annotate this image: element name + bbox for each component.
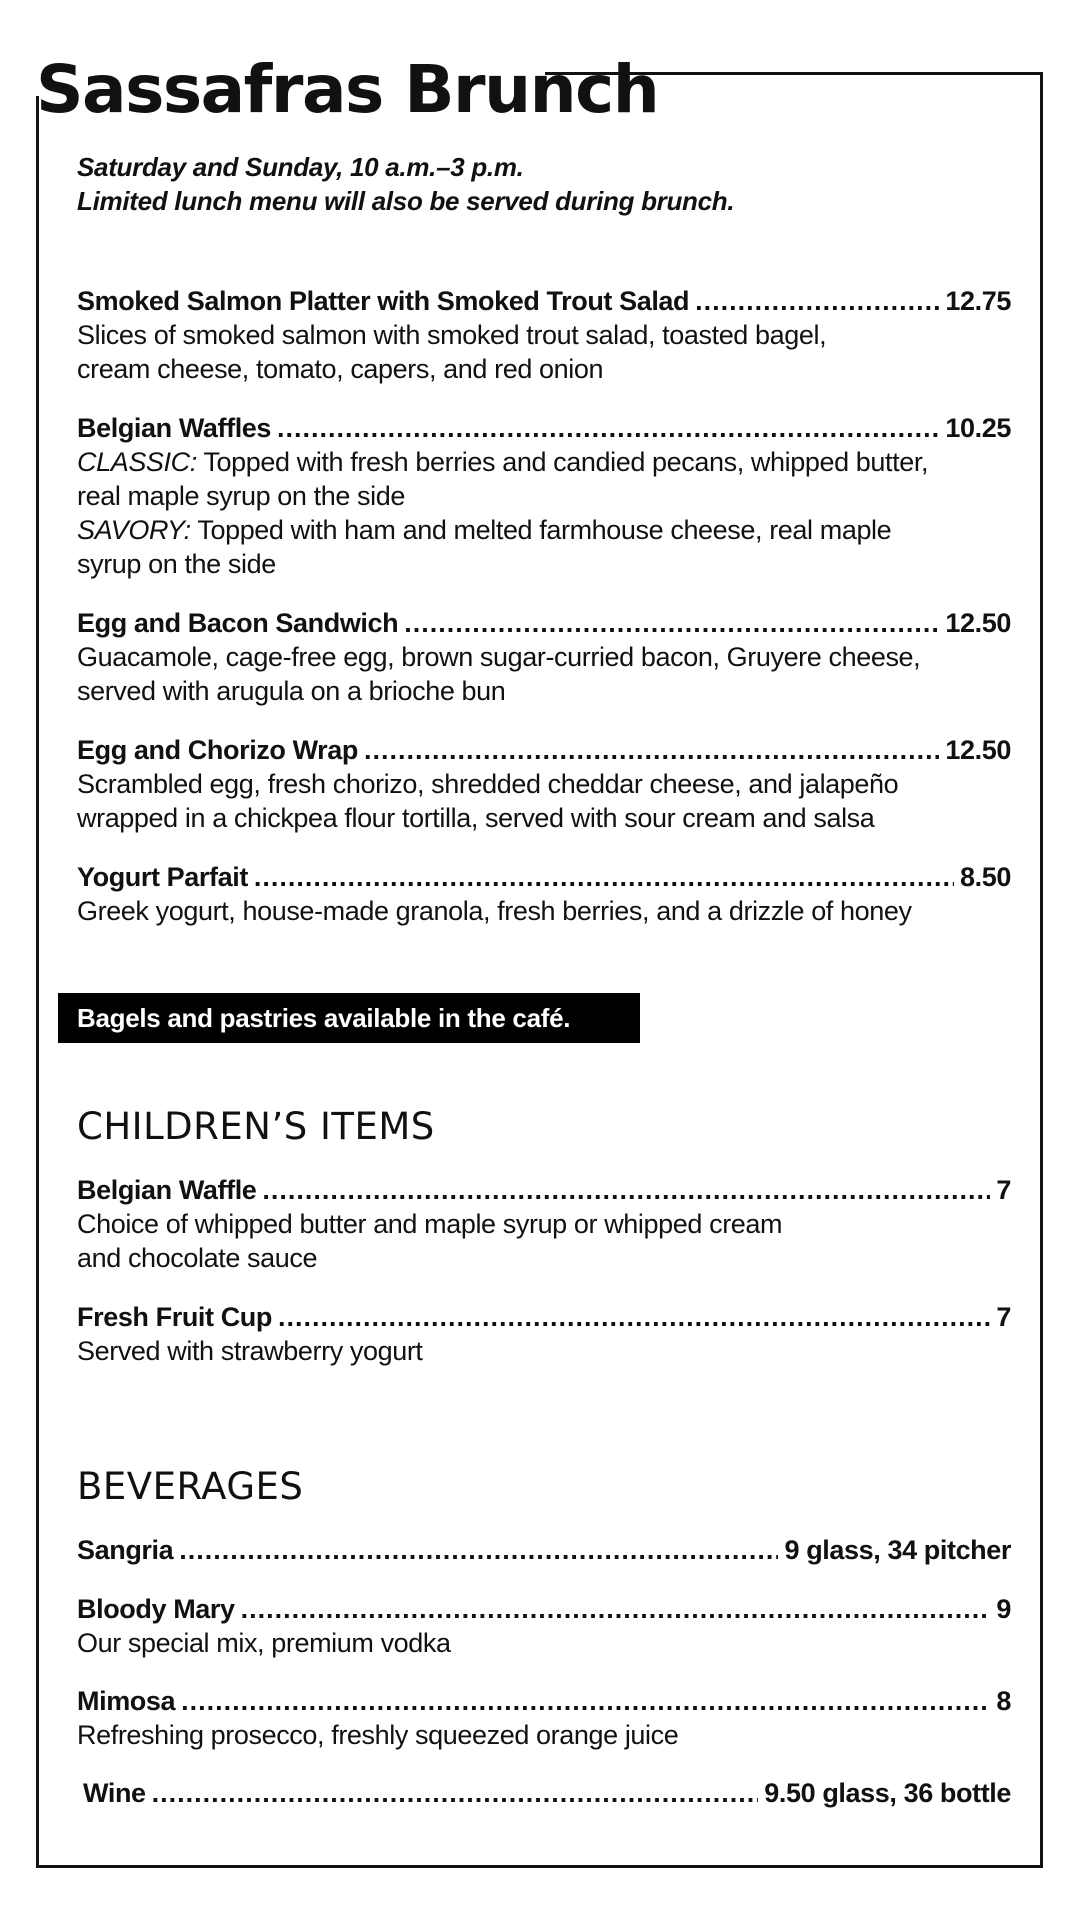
item-price: 12.50 [945,608,1011,638]
menu-item-egg-chorizo-wrap [77,733,1011,835]
cafe-banner: Bagels and pastries available in the café. [58,993,640,1043]
item-description: syrup on the side [77,549,276,579]
item-price: 9 glass, 34 pitcher [784,1535,1011,1565]
menu-item-wine [83,1776,1011,1810]
item-name: Egg and Bacon Sandwich [77,608,399,638]
item-description: Refreshing prosecco, freshly squeezed orange juice [77,1720,679,1750]
item-description: Our special mix, premium vodka [77,1628,451,1658]
item-description: Choice of whipped butter and maple syrup or whipped cream [77,1209,783,1239]
item-price: 9 [996,1594,1011,1624]
menu-item-belgian-waffles [77,411,1011,581]
menu-item-fresh-fruit-cup [77,1300,1011,1368]
item-price: 8 [996,1686,1011,1716]
item-description-savory: SAVORY: Topped with ham and melted farmhouse cheese, real maple [77,515,892,545]
item-price: 12.75 [945,286,1011,316]
item-name: Wine [83,1778,146,1808]
item-description: Guacamole, cage-free egg, brown sugar-curried bacon, Gruyere cheese, [77,642,921,672]
item-name: Sangria [77,1535,174,1565]
item-name: Bloody Mary [77,1594,235,1624]
item-name: Yogurt Parfait [77,862,248,892]
item-description: Scrambled egg, fresh chorizo, shredded cheddar cheese, and jalapeño [77,769,899,799]
menu-note: Limited lunch menu will also be served during brunch. [77,186,735,216]
menu-item-egg-bacon-sandwich [77,606,1011,708]
menu-hours: Saturday and Sunday, 10 a.m.–3 p.m. [77,152,524,182]
menu-item-sangria [77,1533,1011,1567]
item-name: Fresh Fruit Cup [77,1302,272,1332]
item-description: wrapped in a chickpea flour tortilla, served with sour cream and salsa [77,803,875,833]
savory-label: SAVORY: [77,515,191,545]
beverages-heading: BEVERAGES [77,1465,304,1508]
item-price: 12.50 [945,735,1011,765]
item-name: Belgian Waffles [77,413,272,443]
item-description: Greek yogurt, house-made granola, fresh berries, and a drizzle of honey [77,896,912,926]
item-description: cream cheese, tomato, capers, and red onion [77,354,604,384]
menu-item-mimosa [77,1684,1011,1752]
item-price: 9.50 glass, 36 bottle [764,1778,1011,1808]
item-description: Served with strawberry yogurt [77,1336,423,1366]
item-description: and chocolate sauce [77,1243,318,1273]
menu-subtitle [77,150,1011,218]
item-price: 7 [996,1302,1011,1332]
children-heading: CHILDREN’S ITEMS [77,1105,435,1148]
item-description-classic: CLASSIC: Topped with fresh berries and candied pecans, whipped butter, [77,447,929,477]
item-name: Egg and Chorizo Wrap [77,735,358,765]
menu-item-smoked-salmon [77,284,1011,386]
menu-item-belgian-waffle-kids [77,1173,1011,1275]
item-price: 8.50 [960,862,1011,892]
item-description: served with arugula on a brioche bun [77,676,506,706]
item-name: Belgian Waffle [77,1175,257,1205]
item-description: real maple syrup on the side [77,481,405,511]
item-name: Smoked Salmon Platter with Smoked Trout Salad [77,286,690,316]
menu-item-bloody-mary [77,1592,1011,1660]
menu-item-yogurt-parfait [77,860,1011,928]
item-name: Mimosa [77,1686,176,1716]
classic-label: CLASSIC: [77,447,197,477]
menu-title: Sassafras Brunch [36,51,659,128]
item-price: 7 [996,1175,1011,1205]
item-description: Slices of smoked salmon with smoked trout salad, toasted bagel, [77,320,827,350]
item-price: 10.25 [945,413,1011,443]
